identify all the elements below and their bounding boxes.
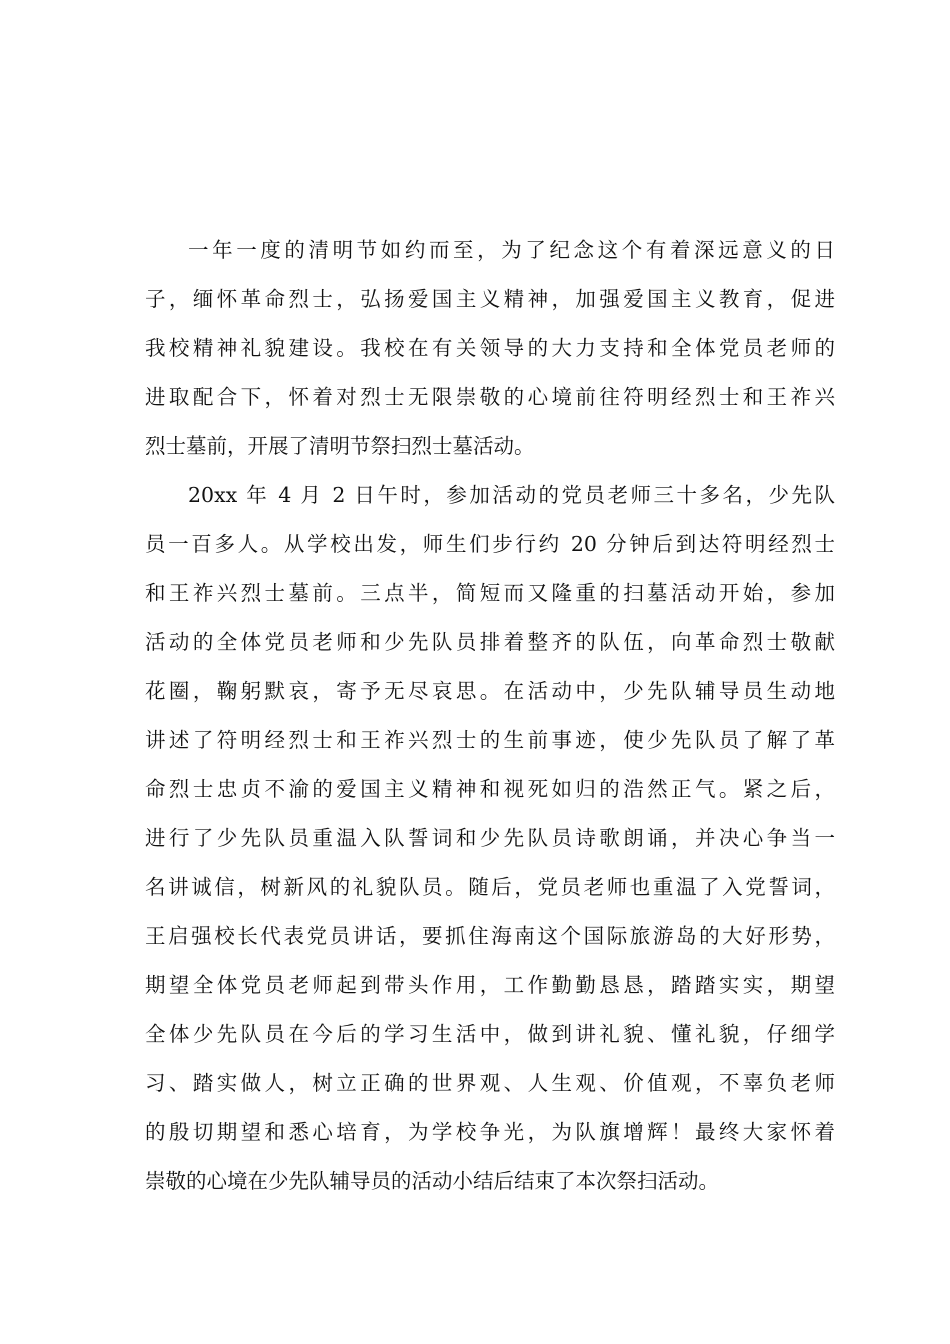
- paragraph-line: 王启强校长代表党员讲话，要抓住海南这个国际旅游岛的大好形势，: [145, 924, 835, 948]
- paragraph-line: 命烈士忠贞不渝的爱国主义精神和视死如归的浩然正气。紧之后，: [145, 777, 835, 801]
- paragraph-line: 讲述了符明经烈士和王祚兴烈士的生前事迹，使少先队员了解了革: [145, 728, 835, 752]
- document-body: [145, 226, 835, 1206]
- paragraph-line: 的殷切期望和悉心培育，为学校争光，为队旗增辉！最终大家怀着: [145, 1120, 835, 1144]
- paragraph-line: 进取配合下，怀着对烈士无限崇敬的心境前往符明经烈士和王祚兴: [145, 385, 835, 409]
- paragraph-line: 员一百多人。从学校出发，师生们步行约 20 分钟后到达符明经烈士: [145, 532, 835, 556]
- paragraph-line: 和王祚兴烈士墓前。三点半，简短而又隆重的扫墓活动开始，参加: [145, 581, 835, 605]
- paragraph-line: 期望全体党员老师起到带头作用，工作勤勤恳恳，踏踏实实，期望: [145, 973, 835, 997]
- paragraph-line: 烈士墓前，开展了清明节祭扫烈士墓活动。: [145, 434, 535, 458]
- paragraph-line: 活动的全体党员老师和少先队员排着整齐的队伍，向革命烈士敬献: [145, 630, 835, 654]
- paragraph-1: [145, 226, 835, 471]
- paragraph-line: 崇敬的心境在少先队辅导员的活动小结后结束了本次祭扫活动。: [145, 1169, 719, 1193]
- paragraph-line: 进行了少先队员重温入队誓词和少先队员诗歌朗诵，并决心争当一: [145, 826, 835, 850]
- paragraph-line: 花圈，鞠躬默哀，寄予无尽哀思。在活动中，少先队辅导员生动地: [145, 679, 835, 703]
- paragraph-line: 名讲诚信，树新风的礼貌队员。随后，党员老师也重温了入党誓词，: [145, 875, 835, 899]
- paragraph-line: 子，缅怀革命烈士，弘扬爱国主义精神，加强爱国主义教育，促进: [145, 287, 835, 311]
- paragraph-line: 全体少先队员在今后的学习生活中，做到讲礼貌、懂礼貌，仔细学: [145, 1022, 835, 1046]
- paragraph-line: 习、踏实做人，树立正确的世界观、人生观、价值观，不辜负老师: [145, 1071, 835, 1095]
- paragraph-line: 一年一度的清明节如约而至，为了纪念这个有着深远意义的日: [188, 238, 835, 262]
- paragraph-2: [145, 471, 835, 1206]
- paragraph-line: 20xx 年 4 月 2 日午时，参加活动的党员老师三十多名，少先队: [188, 483, 835, 507]
- paragraph-line: 我校精神礼貌建设。我校在有关领导的大力支持和全体党员老师的: [145, 336, 835, 360]
